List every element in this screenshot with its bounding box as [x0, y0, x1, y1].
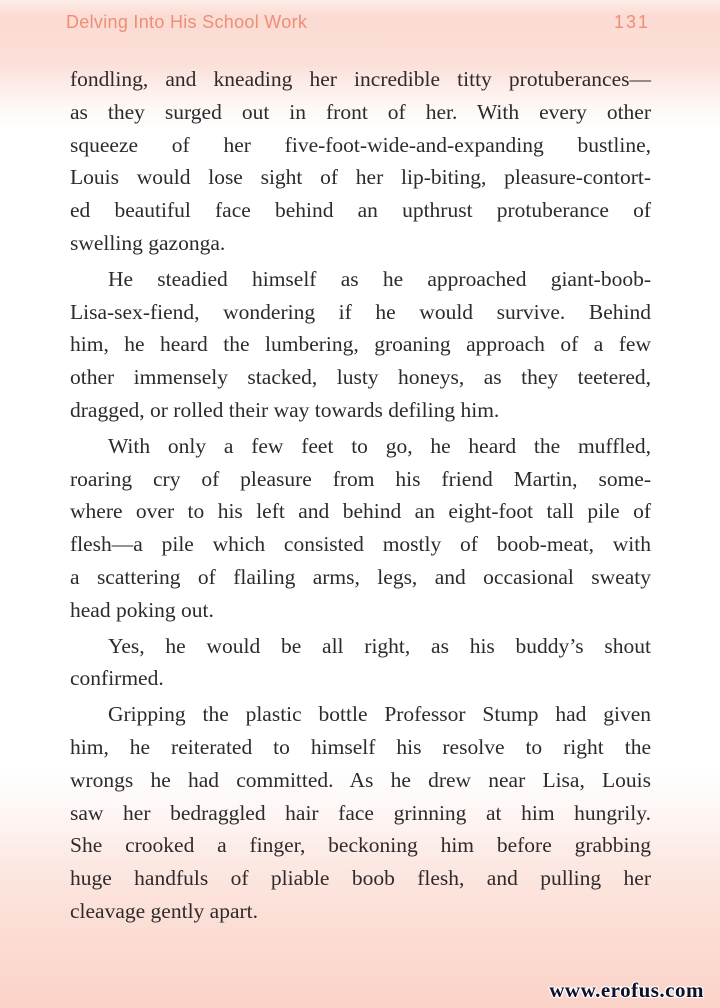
text-line: Lisa-sex-fiend, wondering if he would survive. Behind	[70, 299, 651, 324]
text-line: confirmed.	[70, 666, 164, 691]
text-line: head poking out.	[70, 597, 214, 622]
text-line: fondling, and kneading her incredible titty protuberances—	[70, 67, 651, 91]
text-line: wrongs he had committed. As he drew near Lisa, Louis	[70, 767, 651, 792]
text-line: huge handfuls of pliable boob flesh, and pulling her	[70, 866, 651, 891]
page-text	[70, 63, 651, 931]
text-line: swelling gazonga.	[70, 230, 226, 255]
text-line: him, he heard the lumbering, groaning approach of a few	[70, 332, 651, 357]
page-number: 131	[613, 12, 650, 32]
paragraph	[70, 430, 651, 627]
text-line: roaring cry of pleasure from his friend Martin, some-	[70, 466, 651, 491]
paragraph	[70, 63, 651, 260]
chapter-title: Delving Into His School Work	[66, 12, 308, 32]
text-line: cleavage gently apart.	[70, 898, 259, 923]
text-line: dragged, or rolled their way towards defiling him.	[70, 397, 500, 422]
text-line: Louis would lose sight of her lip-biting, pleasure-contort-	[70, 165, 651, 190]
watermark: www.erofus.com	[549, 978, 704, 1002]
text-line: a scattering of flailing arms, legs, and occasional sweaty	[70, 564, 651, 589]
paragraph	[70, 698, 651, 928]
text-line: saw her bedraggled hair face grinning at him hungrily.	[70, 800, 651, 825]
paragraph	[70, 263, 651, 427]
text-line: He steadied himself as he approached giant-boob-	[108, 266, 651, 291]
text-line: squeeze of her five-foot-wide-and-expanding bustline,	[70, 132, 651, 157]
text-line: other immensely stacked, lusty honeys, as they teetered,	[70, 365, 651, 390]
text-line: ed beautiful face behind an upthrust protuberance of	[70, 198, 651, 223]
page-header	[66, 12, 650, 33]
text-line: Gripping the plastic bottle Professor Stump had given	[108, 702, 651, 727]
text-line: him, he reiterated to himself his resolve to right the	[70, 734, 651, 759]
text-line: Yes, he would be all right, as his buddy’s shout	[108, 633, 651, 658]
text-line: flesh—a pile which consisted mostly of boob-meat, with	[70, 532, 651, 557]
text-line: She crooked a finger, beckoning him before grabbing	[70, 833, 651, 858]
paragraph	[70, 630, 651, 696]
text-line: With only a few feet to go, he heard the muffled,	[108, 433, 651, 458]
text-line: where over to his left and behind an eight-foot tall pile of	[70, 499, 651, 524]
text-line: as they surged out in front of her. With every other	[70, 99, 651, 124]
